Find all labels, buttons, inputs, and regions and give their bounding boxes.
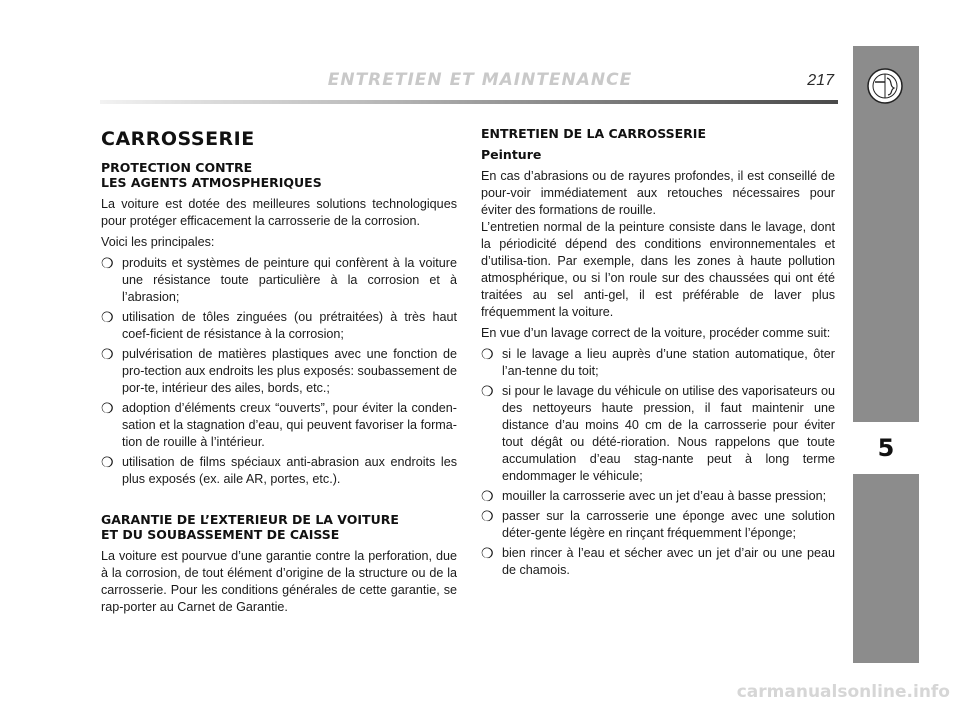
bullet-icon: ❍ [101, 454, 114, 470]
list-item-text: utilisation de tôles zinguées (ou prétraitées) à très haut coef-ficient de résistance à la corrosion; [122, 310, 457, 341]
protection-heading-line1: PROTECTION CONTRE [101, 160, 253, 175]
right-column [481, 124, 835, 583]
chapter-heading: CARROSSERIE [101, 128, 255, 150]
watermark: carmanualsonline.info [736, 682, 950, 702]
protection-list [101, 255, 457, 488]
bullet-icon: ❍ [481, 346, 494, 362]
list-item-text: produits et systèmes de peinture qui confèrent à la voiture une résistance toute particulière à la corrosion et à l’abrasion; [122, 256, 457, 304]
list-item [101, 346, 457, 397]
list-item-text: bien rincer à l’eau et sécher avec un jet d’air ou une peau de chamois. [502, 546, 835, 577]
bullet-icon: ❍ [481, 545, 494, 561]
list-item-text: si pour le lavage du véhicule on utilise des vaporisateurs ou des nettoyeurs haute pression, il faut maintenir une distance d’au moins 40 cm de la carrosserie pour éviter tout dégât ou dété-rioration. Nous rappelons que toute accumulation d’eau stag-nante peut à long terme endommager le véhicule; [502, 384, 835, 483]
list-item [101, 309, 457, 343]
bullet-icon: ❍ [481, 488, 494, 504]
chapter-side-band [853, 46, 919, 663]
list-item-text: si le lavage a lieu auprès d’une station automatique, ôter l’an-tenne du toit; [502, 347, 835, 378]
list-item-text: pulvérisation de matières plastiques avec une fonction de pro-tection aux endroits les plus exposés: soubassement de por-te, intérieur des ailes, bords, etc.; [122, 347, 457, 395]
paint-para-2: L’entretien normal de la peinture consiste dans le lavage, dont la périodicité dépend des conditions environnementales et d’utilisa-tion. Par exemple, dans les zones à haute pollution atmosphérique, ou si l’on roule sur des chaussées qui ont été traitées au sel anti-gel, il est préférable de laver plus fréquemment la voiture. [481, 220, 835, 319]
list-item-text: adoption d’éléments creux “ouverts”, pour éviter la conden-sation et la stagnation d’eau, qui peuvent favoriser la forma-tion de rouille à l’intérieur. [122, 401, 457, 449]
list-item [101, 400, 457, 451]
header-rule [100, 100, 838, 104]
list-item [101, 454, 457, 488]
body-care-heading: ENTRETIEN DE LA CARROSSERIE [481, 126, 706, 141]
list-item [481, 383, 835, 485]
protection-heading [101, 160, 457, 190]
washing-lead: En vue d’un lavage correct de la voiture, procéder comme suit: [481, 326, 831, 340]
warranty-heading-line2: ET DU SOUBASSEMENT DE CAISSE [101, 527, 340, 542]
washing-list [481, 346, 835, 579]
list-item-text: mouiller la carrosserie avec un jet d’eau à basse pression; [502, 489, 827, 503]
bullet-icon: ❍ [101, 346, 114, 362]
bullet-icon: ❍ [481, 383, 494, 399]
bullet-icon: ❍ [101, 400, 114, 416]
paint-subheading: Peinture [481, 147, 542, 162]
warranty-heading [101, 512, 457, 542]
bullet-icon: ❍ [101, 309, 114, 325]
warranty-heading-line1: GARANTIE DE L’EXTERIEUR DE LA VOITURE [101, 512, 399, 527]
list-item-text: passer sur la carrosserie une éponge avec une solution déter-gente légère en rinçant fréquemment l’éponge; [502, 509, 835, 540]
chapter-tab[interactable]: 5 [853, 422, 919, 474]
paint-para-1: En cas d’abrasions ou de rayures profondes, il est conseillé de pour-voir immédiatement aux retouches nécessaires pour éviter des formations de rouille. [481, 169, 835, 217]
bullet-icon: ❍ [101, 255, 114, 271]
page-number: 217 [807, 72, 834, 89]
alfa-romeo-logo-icon [867, 68, 903, 104]
list-item [101, 255, 457, 306]
protection-intro: La voiture est dotée des meilleures solutions technologiques pour protéger efficacement la carrosserie de la corrosion. [101, 197, 457, 228]
list-item [481, 346, 835, 380]
list-item [481, 508, 835, 542]
bullet-icon: ❍ [481, 508, 494, 524]
protection-heading-line2: LES AGENTS ATMOSPHERIQUES [101, 175, 322, 190]
list-item [481, 545, 835, 579]
protection-lead: Voici les principales: [101, 235, 215, 249]
list-item [481, 488, 835, 505]
warranty-text: La voiture est pourvue d’une garantie contre la perforation, due à la corrosion, de tout élément d’origine de la structure ou de la carrosserie. Pour les conditions générales de cette garantie, se rap-porter au Carnet de Garantie. [101, 549, 457, 614]
list-item-text: utilisation de films spéciaux anti-abrasion aux endroits les plus exposés (ex. aile AR, portes, etc.). [122, 455, 457, 486]
left-column [101, 124, 457, 620]
section-title: ENTRETIEN ET MAINTENANCE [327, 70, 633, 90]
